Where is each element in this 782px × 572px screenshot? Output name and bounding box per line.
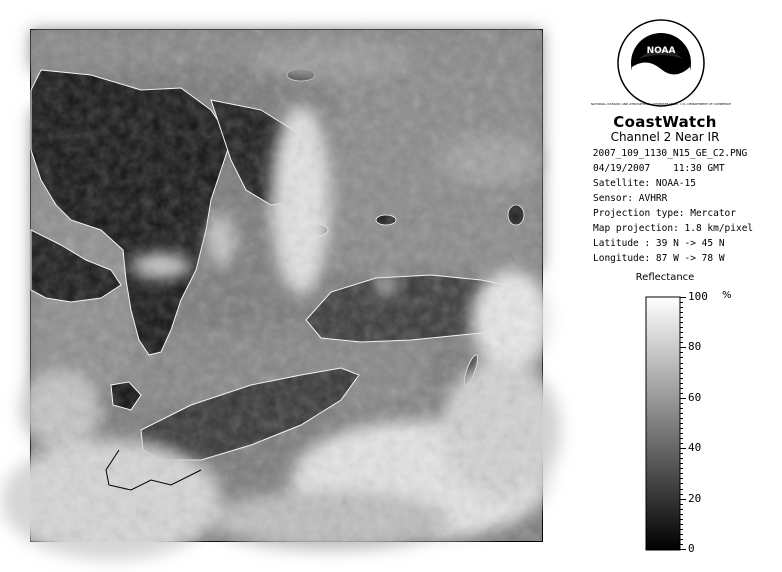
metadata-list: [593, 176, 773, 266]
satellite-map[interactable]: [30, 29, 543, 542]
scale-unit: %: [722, 290, 732, 301]
satellite-label: Satellite: NOAA-15: [593, 178, 696, 189]
map-projection-label: Map projection: 1.8 km/pixel: [593, 223, 754, 234]
texture: [31, 30, 542, 541]
product-title: CoastWatch: [613, 113, 717, 131]
tick-label-60: 60: [688, 390, 702, 404]
datetime-label: [593, 161, 773, 176]
sensor-label: Sensor: AVHRR: [593, 193, 668, 204]
scale-title: Reflectance: [635, 272, 695, 283]
latitude-label: Latitude : 39 N -> 45 N: [593, 238, 725, 249]
filename-label: 2007_109_1130_N15_GE_C2.PNG: [592, 148, 748, 159]
date-value: 04/19/2007: [593, 163, 651, 174]
time-value: 11:30 GMT: [673, 163, 725, 174]
tick-label-80: 80: [688, 340, 702, 354]
channel-subtitle: Channel 2 Near IR: [610, 130, 720, 144]
noaa-logo: [591, 19, 731, 107]
tick-label-20: 20: [688, 491, 702, 505]
projection-type-label: Projection type: Mercator: [593, 208, 736, 219]
tick-label-100: 100: [688, 290, 708, 303]
noaa-logo-ring-text: NATIONAL OCEANIC AND ATMOSPHERIC ADMINISTRATION · U.S. DEPARTMENT OF COMMERCE: [591, 102, 731, 106]
tick-label-40: 40: [688, 441, 702, 455]
reflectance-colorbar: [646, 297, 682, 550]
tick-label-0: 0: [688, 542, 695, 555]
colorbar-ticks: [680, 298, 686, 550]
map-image: [31, 30, 542, 541]
longitude-label: Longitude: 87 W -> 78 W: [593, 253, 725, 264]
noaa-logo-text: NOAA: [646, 46, 676, 56]
